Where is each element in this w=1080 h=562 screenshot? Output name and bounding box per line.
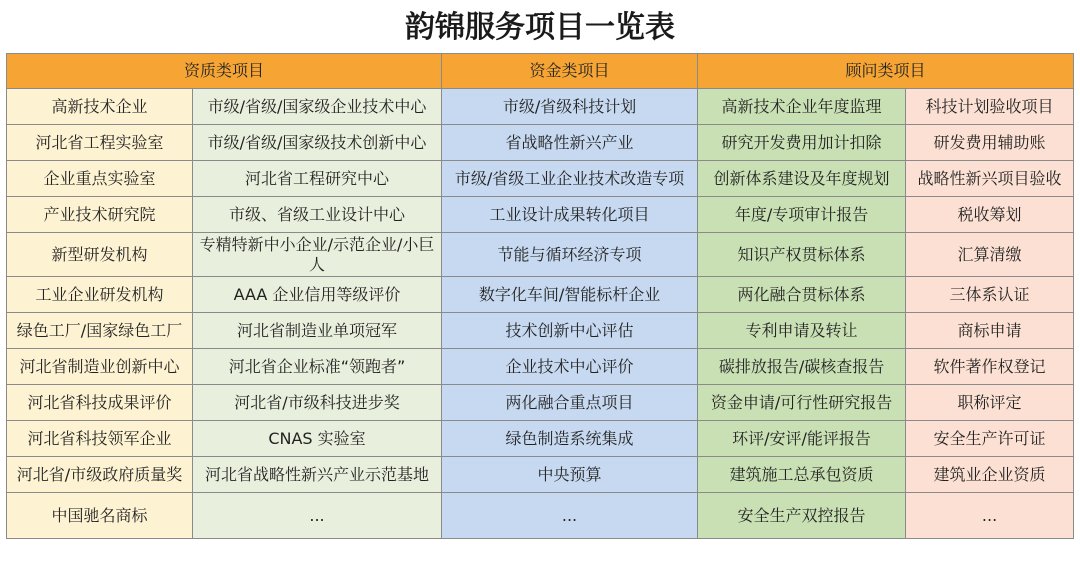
table-row [7,457,1074,493]
table-cell: 研究开发费用加计扣除 [698,125,906,161]
table-cell: 知识产权贯标体系 [698,233,906,277]
table-cell: 河北省企业标准“领跑者” [193,349,442,385]
table-cell: 市级/省级/国家级企业技术中心 [193,89,442,125]
table-cell: 专利申请及转让 [698,313,906,349]
table-cell: 河北省科技成果评价 [7,385,193,421]
table-cell: 市级/省级科技计划 [442,89,698,125]
table-cell: 研发费用辅助账 [906,125,1074,161]
table-row [7,125,1074,161]
header-consulting: 顾问类项目 [698,54,1074,89]
table-row [7,89,1074,125]
table-cell: 两化融合贯标体系 [698,277,906,313]
header-qualification: 资质类项目 [7,54,442,89]
table-cell: 环评/安评/能评报告 [698,421,906,457]
table-cell: 工业设计成果转化项目 [442,197,698,233]
table-cell: 绿色制造系统集成 [442,421,698,457]
table-cell: 建筑业企业资质 [906,457,1074,493]
table-cell: 两化融合重点项目 [442,385,698,421]
table-cell: 省战略性新兴产业 [442,125,698,161]
table-cell: 新型研发机构 [7,233,193,277]
table-row [7,233,1074,277]
table-cell: 河北省工程研究中心 [193,161,442,197]
table-cell: 三体系认证 [906,277,1074,313]
table-cell: 河北省科技领军企业 [7,421,193,457]
table-cell: 绿色工厂/国家绿色工厂 [7,313,193,349]
table-cell: 市级、省级工业设计中心 [193,197,442,233]
table-cell: 软件著作权登记 [906,349,1074,385]
table-cell: 安全生产双控报告 [698,493,906,539]
table-cell: 职称评定 [906,385,1074,421]
table-row [7,385,1074,421]
table-cell: AAA 企业信用等级评价 [193,277,442,313]
table-cell: 河北省工程实验室 [7,125,193,161]
table-row [7,421,1074,457]
table-row [7,349,1074,385]
table-cell: 中国驰名商标 [7,493,193,539]
table-cell: 河北省/市级科技进步奖 [193,385,442,421]
table-cell: 产业技术研究院 [7,197,193,233]
table-cell: 河北省战略性新兴产业示范基地 [193,457,442,493]
table-cell: 税收筹划 [906,197,1074,233]
table-cell: 河北省制造业单项冠军 [193,313,442,349]
table-cell: ... [442,493,698,539]
table-cell: 高新技术企业 [7,89,193,125]
table-cell: 企业技术中心评价 [442,349,698,385]
table-cell: 专精特新中小企业/示范企业/小巨人 [193,233,442,277]
table-cell: 资金申请/可行性研究报告 [698,385,906,421]
table-cell: ... [193,493,442,539]
table-cell: 商标申请 [906,313,1074,349]
table-cell: 节能与循环经济专项 [442,233,698,277]
header-row [7,54,1074,89]
table-row [7,277,1074,313]
table-cell: 创新体系建设及年度规划 [698,161,906,197]
table-cell: 市级/省级工业企业技术改造专项 [442,161,698,197]
table-row [7,197,1074,233]
page-title: 韵锦服务项目一览表 [405,10,675,45]
table-cell: 工业企业研发机构 [7,277,193,313]
table-cell: 数字化车间/智能标杆企业 [442,277,698,313]
table-cell: 河北省制造业创新中心 [7,349,193,385]
table-row [7,161,1074,197]
table-cell: 年度/专项审计报告 [698,197,906,233]
table-row [7,313,1074,349]
table-cell: 科技计划验收项目 [906,89,1074,125]
table-row [7,493,1074,539]
header-funding: 资金类项目 [442,54,698,89]
table-cell: 汇算清缴 [906,233,1074,277]
table-cell: 高新技术企业年度监理 [698,89,906,125]
table-cell: 建筑施工总承包资质 [698,457,906,493]
table-cell: 技术创新中心评估 [442,313,698,349]
table-cell: CNAS 实验室 [193,421,442,457]
table-cell: ... [906,493,1074,539]
table-cell: 河北省/市级政府质量奖 [7,457,193,493]
table-cell: 中央预算 [442,457,698,493]
table-cell: 碳排放报告/碳核查报告 [698,349,906,385]
service-table [6,53,1074,539]
table-cell: 安全生产许可证 [906,421,1074,457]
table-cell: 企业重点实验室 [7,161,193,197]
table-cell: 市级/省级/国家级技术创新中心 [193,125,442,161]
table-cell: 战略性新兴项目验收 [906,161,1074,197]
